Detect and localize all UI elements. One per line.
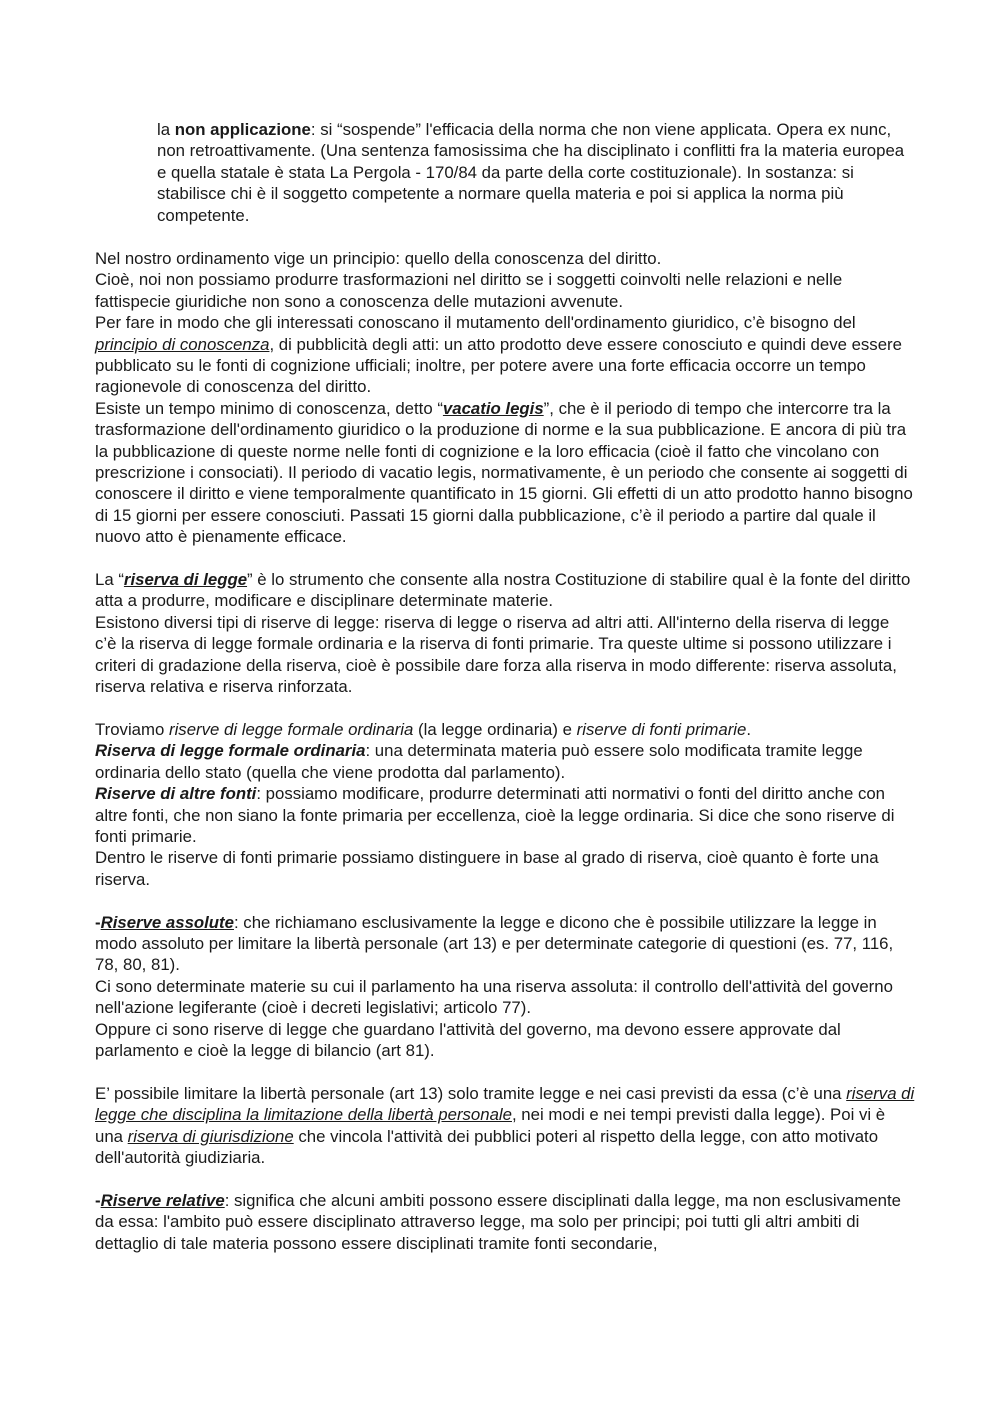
term-riserve-legge-formale: riserve di legge formale ordinaria [168, 719, 414, 739]
paragraph: Cioè, noi non possiamo produrre trasformazioni nel diritto se i soggetti coinvolti nelle relazioni e nelle fattispecie giuridiche non sono a conoscenza delle mutazioni avvenute. [95, 270, 843, 311]
term-riserva-giurisdizione: riserva di giurisdizione [127, 1126, 294, 1146]
term-non-applicazione: non applicazione [174, 120, 311, 139]
paragraph: Riserve di altre fonti: possiamo modificare, produrre determinati atti normativi o fonti del diritto anche con altre fonti, che non siano la fonte primaria per eccellenza, cioè la legge ordinaria. Si dice che sono riserve di fonti primarie. [95, 784, 895, 846]
paragraph: Ci sono determinate materie su cui il parlamento ha una riserva assoluta: il controllo dell'attività del governo nell'azione legiferante (cioè i decreti legislativi; articolo 77). [95, 976, 893, 1018]
paragraph-non-applicazione: la non applicazione: si “sospende” l'efficacia della norma che non viene applicata. Opera ex nunc, non retroattivamente. (Una sentenza famosissima che ha disciplinato i conflitti fra la materia europea e quella statale è stata La Pergola - 170/84 da parte della corte costituzionale). In sostanza: si stabilisce chi è il soggetto competente a normare quella materia e poi si applica la norma più competente. [157, 120, 905, 225]
term-riserva-formale-ordinaria: Riserva di legge formale ordinaria [95, 741, 366, 761]
document-body [95, 248, 915, 1254]
term-vacatio-legis: vacatio legis [442, 398, 544, 418]
paragraph: Oppure ci sono riserve di legge che guardano l'attività del governo, ma devono essere approvate dal parlamento e cioè la legge di bilancio (art 81). [95, 1019, 841, 1060]
paragraph: Esiste un tempo minimo di conoscenza, detto “vacatio legis”, che è il periodo di tempo che intercorre tra la trasformazione dell'ordinamento giuridico o la produzione di norme e la sua pubblicazione. E ancora di più tra la pubblicazione di queste norme nelle fonti di cognizione e la loro efficacia (cioè il fatto che vincolano con prescrizione i consociati). Il periodo di vacatio legis, normativamente, è un periodo che consente ai soggetti di conoscere il diritto e viene temporalmente quantificato in 15 giorni. Gli effetti di un atto prodotto hanno bisogno di 15 giorni per essere conosciuti. Passati 15 giorni dalla pubblicazione, c’è il periodo a partire dal quale il nuovo atto è pienamente efficace. [95, 398, 913, 547]
paragraph: Esistono diversi tipi di riserve di legge: riserva di legge o riserva ad altri atti. All'interno della riserva di legge c’è la riserva di legge formale ordinaria e la riserva di fonti primarie. Tra queste ultime si possono utilizzare i criteri di gradazione della riserva, cioè è possibile dare forza alla riserva in modo differente: riserva assoluta, riserva relativa e riserva rinforzata. [95, 612, 897, 697]
paragraph: La “riserva di legge” è lo strumento che consente alla nostra Costituzione di stabilire qual è la fonte del diritto atta a produrre, modificare e disciplinare determinate materie. [95, 570, 911, 611]
paragraph: -Riserve relative: significa che alcuni ambiti possono essere disciplinati dalla legge, ma non esclusivamente da essa: l'ambito può essere disciplinato attraverso legge, ma solo per principi; poi tutti gli altri ambiti di dettaglio di tale materia possono essere disciplinati tramite fonti secondarie, [95, 1190, 901, 1253]
term-principio-di-conoscenza: principio di conoscenza [95, 334, 270, 354]
term-riserva-liberta-personale: riserva di legge che disciplina la limitazione della libertà personale [95, 1083, 915, 1125]
indented-paragraph [157, 119, 917, 226]
term-riserva-di-legge: riserva di legge [123, 570, 248, 590]
paragraph: Nel nostro ordinamento vige un principio: quello della conoscenza del diritto. [95, 249, 662, 268]
paragraph: Per fare in modo che gli interessati conoscano il mutamento dell'ordinamento giuridico, c’è bisogno del principio di conoscenza, di pubblicità degli atti: un atto prodotto deve essere conosciuto e quindi deve essere pubblicato su le fonti di cognizione ufficiali; inoltre, per potere avere una forte efficacia occorre un tempo ragionevole di conoscenza del diritto. [95, 313, 902, 397]
paragraph: Dentro le riserve di fonti primarie possiamo distinguere in base al grado di riserva, cioè quanto è forte una riserva. [95, 848, 879, 889]
paragraph: Riserva di legge formale ordinaria: una determinata materia può essere solo modificata tramite legge ordinaria dello stato (quella che viene prodotta dal parlamento). [95, 741, 863, 782]
paragraph: -Riserve assolute: che richiamano esclusivamente la legge e dicono che è possibile utilizzare la legge in modo assoluto per limitare la libertà personale (art 13) e per determinate categorie di questioni (es. 77, 116, 78, 80, 81). [95, 912, 894, 975]
term-riserve-fonti-primarie: riserve di fonti primarie [576, 719, 747, 739]
paragraph: E’ possibile limitare la libertà personale (art 13) solo tramite legge e nei casi previsti da essa (c’è una riserva di legge che disciplina la limitazione della libertà personale, nei modi e nei tempi previsti dalla legge). Poi vi è una riserva di giurisdizione che vincola l'attività dei pubblici poteri al rispetto della legge, con atto motivato dell'autorità giudiziaria. [95, 1083, 915, 1167]
paragraph: Troviamo riserve di legge formale ordinaria (la legge ordinaria) e riserve di fonti primarie. [95, 719, 752, 739]
term-riserve-altre-fonti: Riserve di altre fonti [95, 784, 257, 804]
term-riserve-assolute: Riserve assolute [100, 912, 234, 932]
term-riserve-relative: Riserve relative [100, 1190, 225, 1210]
